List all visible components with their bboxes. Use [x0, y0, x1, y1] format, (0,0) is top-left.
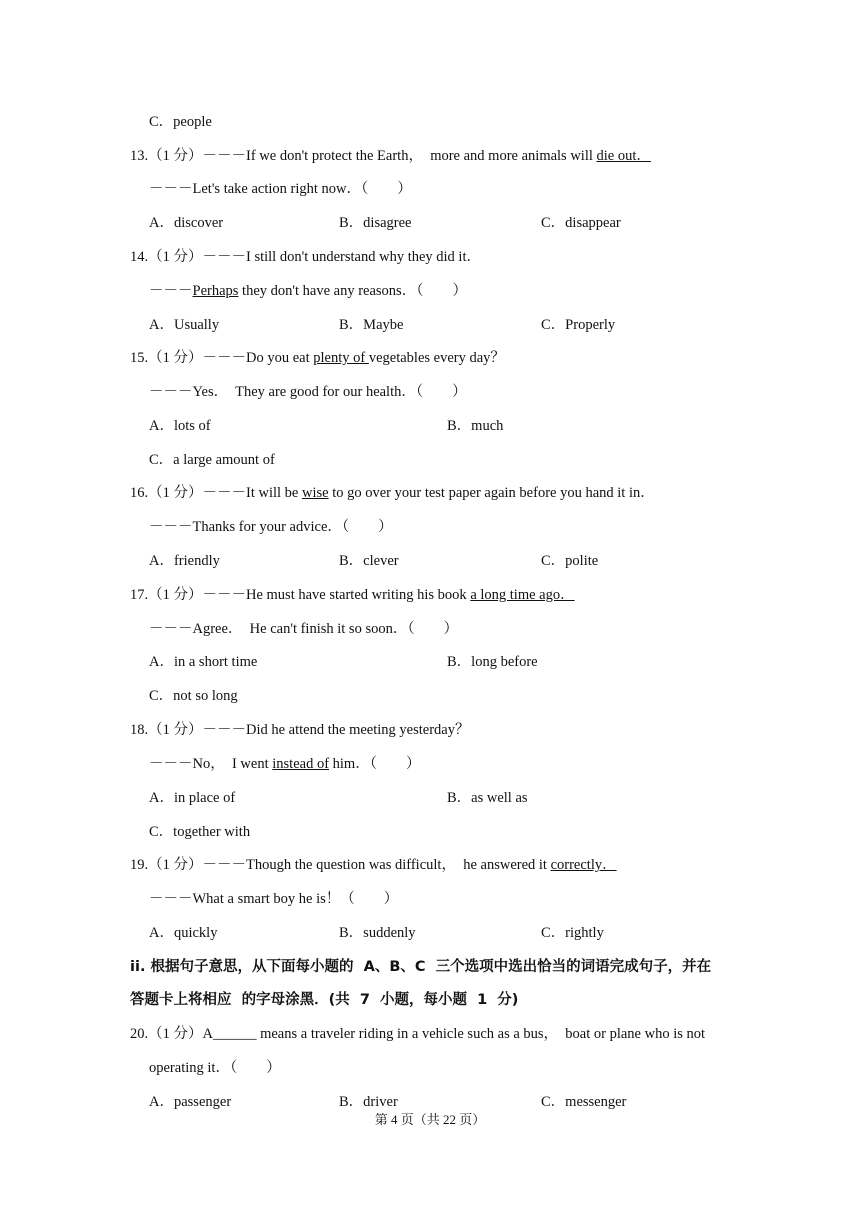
- q14-stem: 14.（1 分）－－－I still don't understand why they did it．: [130, 249, 481, 265]
- q13-dialogue-reply: －－－Let's take action right now．（ ）: [149, 181, 412, 197]
- q14-dialogue-reply: [149, 282, 467, 300]
- section-heading-line-1: ii. 根据句子意思，从下面每小题的 A、B、C 三个选项中选出恰当的词语完成句子，并在: [130, 959, 712, 975]
- q20-option-b: B．driver: [339, 1094, 398, 1110]
- q14-reply-prefix: －－－: [149, 283, 193, 299]
- q18-option-a: A．in place of: [149, 790, 236, 806]
- q16-stem-rest: to go over your test paper again before you hand it in．: [328, 485, 655, 501]
- q18-reply-text: him．（ ）: [329, 756, 421, 772]
- q14-option-c: C．Properly: [541, 317, 616, 333]
- q17-option-c: C．not so long: [149, 688, 238, 704]
- q17-dialogue-reply: －－－Agree． He can't finish it so soon．（ ）: [149, 621, 459, 637]
- q16-option-a: A．friendly: [149, 553, 220, 569]
- q19-option-b: B．suddenly: [339, 925, 416, 941]
- page-number-footer: 第 4 页（共 22 页）: [374, 1112, 486, 1127]
- q13-stem: [130, 147, 651, 165]
- q13-stem-text: 13.（1 分）－－－If we don't protect the Earth， more and more animals will: [130, 148, 597, 164]
- q20-stem: 20.（1 分）A______ means a traveler riding in a vehicle such as a bus， boat or plane who is not: [130, 1026, 706, 1042]
- q19-dialogue-reply: －－－What a smart boy he is！（ ）: [149, 891, 399, 907]
- q18-underlined-phrase: instead of: [272, 756, 330, 772]
- q16-option-b: B．clever: [339, 553, 399, 569]
- q17-stem: [130, 586, 575, 604]
- q15-stem-rest: vegetables every day？: [368, 350, 505, 366]
- q15-underlined-phrase: plenty of: [313, 350, 369, 366]
- q19-underlined-word: correctly．: [550, 857, 617, 873]
- q19-stem: [130, 856, 617, 874]
- q16-stem: [130, 484, 655, 502]
- q18-reply-prefix: －－－No， I went: [149, 756, 273, 772]
- q16-dialogue-reply: －－－Thanks for your advice．（ ）: [149, 519, 393, 535]
- section-heading-line-2: 答题卡上将相应 的字母涂黑．(共 7 小题，每小题 1 分): [130, 992, 519, 1008]
- q17-stem-text: 17.（1 分）－－－He must have started writing his book: [130, 587, 471, 603]
- q19-stem-text: 19.（1 分）－－－Though the question was difficult， he answered it: [130, 857, 551, 873]
- q19-option-c: C．rightly: [541, 925, 604, 941]
- q18-dialogue-reply: [149, 755, 420, 773]
- q15-stem: [130, 349, 505, 367]
- q15-option-b: B．much: [447, 418, 504, 434]
- q13-option-a: A．discover: [149, 215, 224, 231]
- q14-option-a: A．Usually: [149, 317, 220, 333]
- q13-option-b: B．disagree: [339, 215, 412, 231]
- q14-option-b: B．Maybe: [339, 317, 404, 333]
- q15-option-a: A．lots of: [149, 418, 211, 434]
- q16-stem-text: 16.（1 分）－－－It will be: [130, 485, 302, 501]
- q15-option-c: C．a large amount of: [149, 452, 275, 468]
- q20-option-a: A．passenger: [149, 1094, 232, 1110]
- q20-stem-continued: operating it．（ ）: [149, 1060, 281, 1076]
- q16-option-c: C．polite: [541, 553, 599, 569]
- q15-dialogue-reply: －－－Yes． They are good for our health．（ ）: [149, 384, 467, 400]
- q18-option-b: B．as well as: [447, 790, 528, 806]
- q15-stem-text: 15.（1 分）－－－Do you eat: [130, 350, 314, 366]
- q16-underlined-word: wise: [301, 485, 329, 501]
- q14-underlined-phrase: Perhaps: [192, 283, 239, 299]
- q14-reply-text: they don't have any reasons．（ ）: [238, 283, 467, 299]
- q20-option-c: C．messenger: [541, 1094, 627, 1110]
- q18-stem: 18.（1 分）－－－Did he attend the meeting yesterday？: [130, 722, 470, 738]
- q17-underlined-phrase: a long time ago．: [470, 587, 575, 603]
- q13-option-c: C．disappear: [541, 215, 621, 231]
- q18-option-c: C．together with: [149, 824, 251, 840]
- q12-option-c: C．people: [149, 114, 212, 130]
- q19-option-a: A．quickly: [149, 925, 218, 941]
- q17-option-b: B．long before: [447, 654, 538, 670]
- q17-option-a: A．in a short time: [149, 654, 258, 670]
- q13-underlined-phrase: die out．: [596, 148, 651, 164]
